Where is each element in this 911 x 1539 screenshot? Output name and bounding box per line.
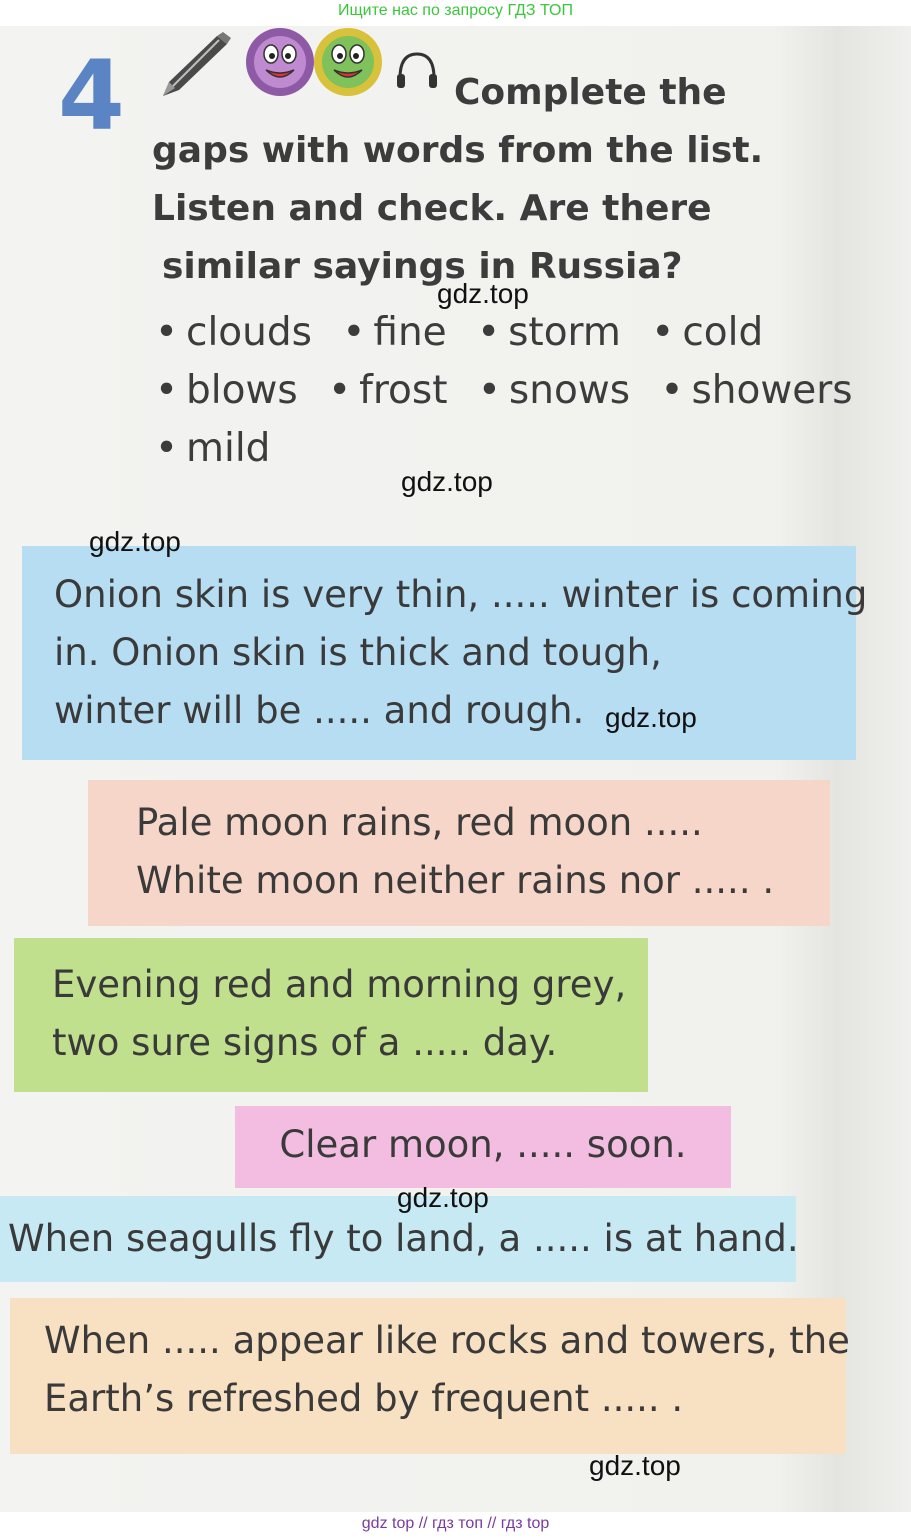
saying-onion (22, 546, 868, 760)
saying-line: Onion skin is very thin, ..... winter is coming (54, 573, 868, 616)
saying-clear-moon (235, 1106, 731, 1188)
saying-line: White moon neither rains nor ..... . (136, 859, 775, 902)
word-list-row (155, 362, 853, 420)
saying-line: When ..... appear like rocks and towers, the (44, 1319, 850, 1362)
word-item: • frost (328, 368, 447, 413)
saying-moon-colors (88, 780, 830, 926)
saying-line: Evening red and morning grey, (52, 963, 627, 1006)
instruction-line: Listen and check. Are there (152, 188, 712, 229)
textbook-page (0, 26, 911, 1512)
word-item: • blows (155, 368, 298, 413)
saying-line: When seagulls fly to land, a ..... is at hand. (8, 1217, 799, 1260)
bottom-banner: gdz top // гдз топ // гдз top (361, 1515, 550, 1532)
word-item: • fine (342, 310, 446, 355)
watermark: gdz.top (401, 466, 493, 497)
word-item: • showers (660, 368, 852, 413)
instruction-line: gaps with words from the list. (152, 130, 764, 171)
watermark: gdz.top (605, 702, 697, 733)
watermark: gdz.top (437, 278, 529, 309)
instruction-text (152, 64, 772, 296)
saying-line: Pale moon rains, red moon ..... (136, 801, 703, 844)
saying-clouds-towers (10, 1298, 850, 1454)
watermark: gdz.top (397, 1182, 489, 1213)
word-item: • mild (155, 426, 270, 471)
exercise-number: 4 (58, 40, 125, 152)
word-list-row (155, 304, 815, 362)
saying-line: winter will be ..... and rough. (54, 689, 585, 732)
top-banner: Ищите нас по запросу ГДЗ ТОП (338, 2, 573, 19)
instruction-line: similar sayings in Russia? (162, 246, 683, 287)
saying-line: two sure signs of a ..... day. (52, 1021, 558, 1064)
word-list (155, 304, 853, 478)
watermark: gdz.top (589, 1450, 681, 1481)
saying-evening-red (14, 938, 648, 1092)
word-item: • cold (651, 310, 763, 355)
saying-line: Earth’s refreshed by frequent ..... . (44, 1377, 684, 1420)
saying-line: in. Onion skin is thick and tough, (54, 631, 662, 674)
word-item: • clouds (155, 310, 312, 355)
instruction-line: Complete the (454, 72, 727, 113)
saying-line: Clear moon, ..... soon. (279, 1123, 687, 1166)
watermark: gdz.top (89, 526, 181, 557)
word-item: • storm (477, 310, 621, 355)
word-item: • snows (478, 368, 630, 413)
